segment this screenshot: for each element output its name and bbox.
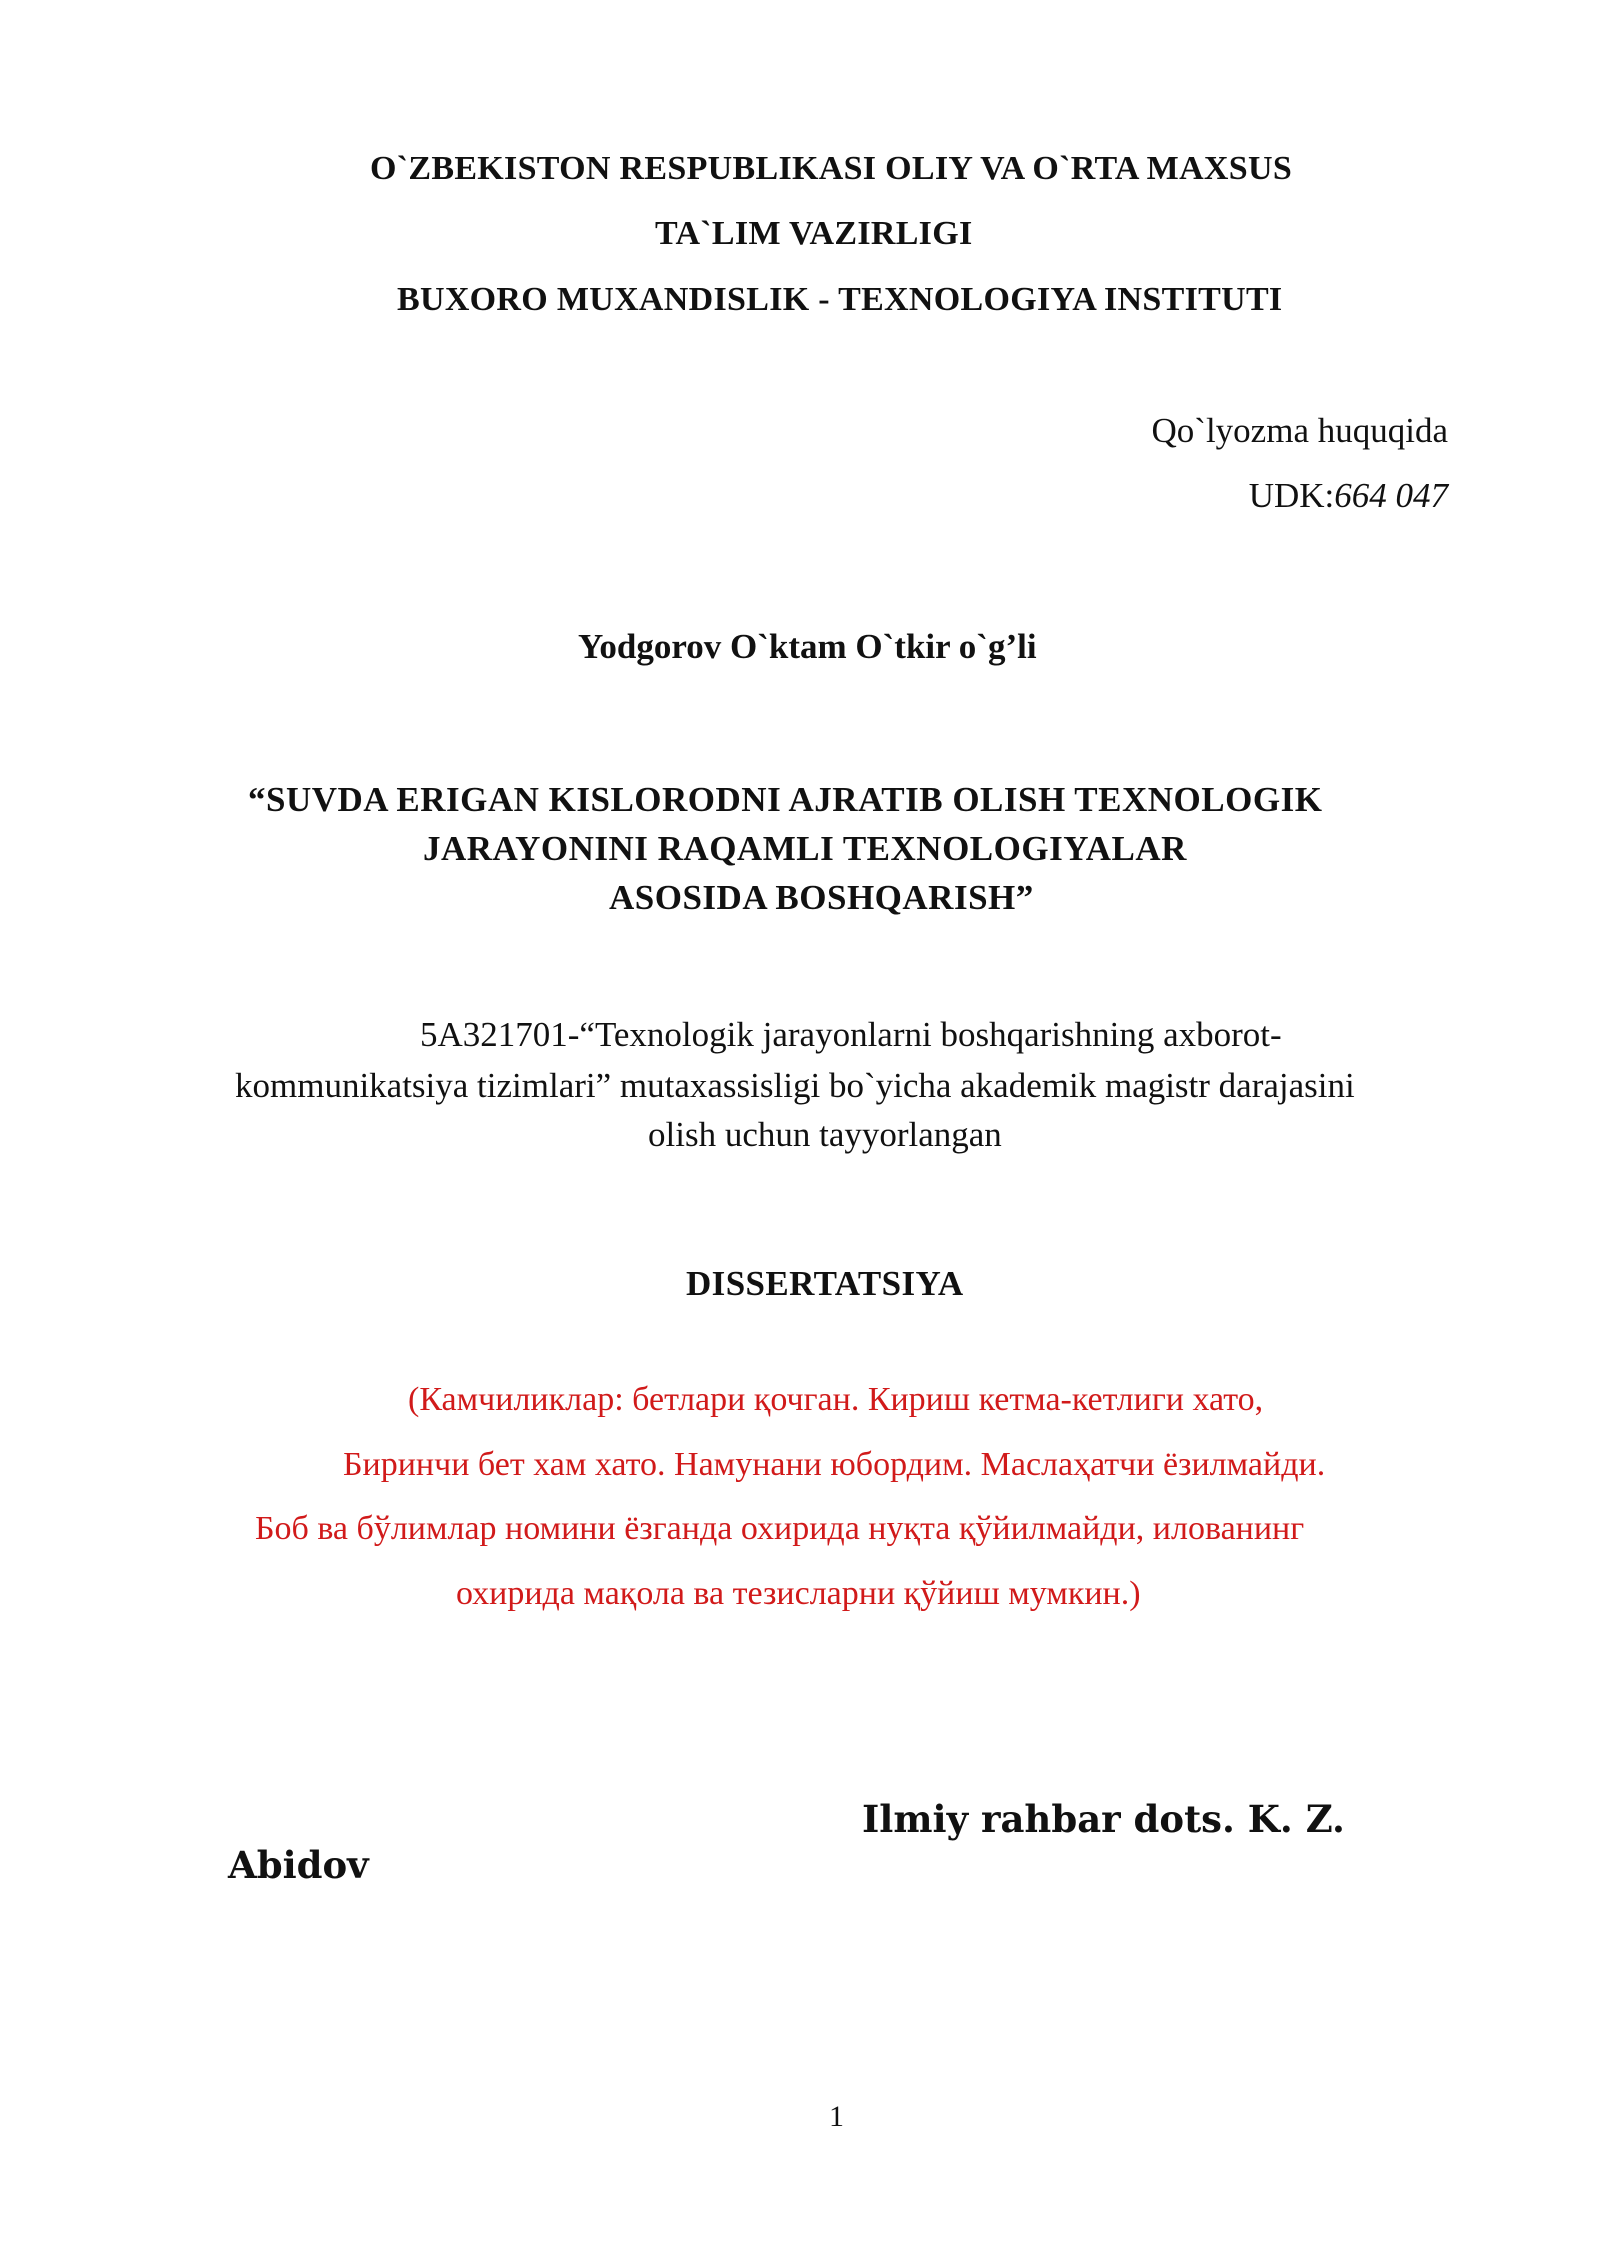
institute-name: BUXORO MUXANDISLIK - TEXNOLOGIYA INSTITUTI [397, 281, 1283, 318]
specialty-line2: kommunikatsiya tizimlari” mutaxassisligi bo`yicha akademik magistr darajasini [235, 1066, 1355, 1105]
udk-code [1249, 476, 1448, 516]
reviewer-note-line2: Биринчи бет хам хато. Намунани юбордим. Маслаҳатчи ёзилмайди. [343, 1446, 1326, 1483]
ministry-name-line2: TA`LIM VAZIRLIGI [655, 215, 973, 252]
thesis-title-line2: JARAYONINI RAQAMLI TEXNOLOGIYALAR [423, 829, 1187, 868]
udk-value: 664 047 [1334, 476, 1448, 515]
reviewer-note-line1: (Камчиликлар: бетлари қочган. Кириш кетма-кетлиги хато, [408, 1381, 1264, 1418]
manuscript-rights-label: Qo`lyozma huquqida [1151, 411, 1448, 450]
document-type-label: DISSERTATSIYA [686, 1264, 964, 1303]
thesis-title-line3: ASOSIDA BOSHQARISH” [609, 878, 1034, 917]
reviewer-note-line4: охирида мақола ва тезисларни қўйиш мумкин.) [456, 1575, 1141, 1612]
udk-label: UDK: [1248, 476, 1335, 515]
author-name: Yodgorov O`ktam O`tkir o`g’li [578, 627, 1037, 666]
supervisor-line1: Ilmiy rahbar dots. K. Z. [862, 1797, 1345, 1841]
page-number: 1 [829, 2100, 844, 2133]
specialty-line3: olish uchun tayyorlangan [648, 1115, 1002, 1154]
reviewer-note-line3: Боб ва бўлимлар номини ёзганда охирида нуқта қўйилмайди, илованинг [255, 1510, 1305, 1547]
specialty-line1: 5A321701-“Texnologik jarayonlarni boshqarishning axborot- [420, 1015, 1282, 1054]
supervisor-line2: Abidov [228, 1843, 369, 1887]
ministry-name-line1: O`ZBEKISTON RESPUBLIKASI OLIY VA O`RTA MAXSUS [370, 150, 1293, 187]
thesis-title-line1: “SUVDA ERIGAN KISLORODNI AJRATIB OLISH TEXNOLOGIK [248, 780, 1323, 819]
